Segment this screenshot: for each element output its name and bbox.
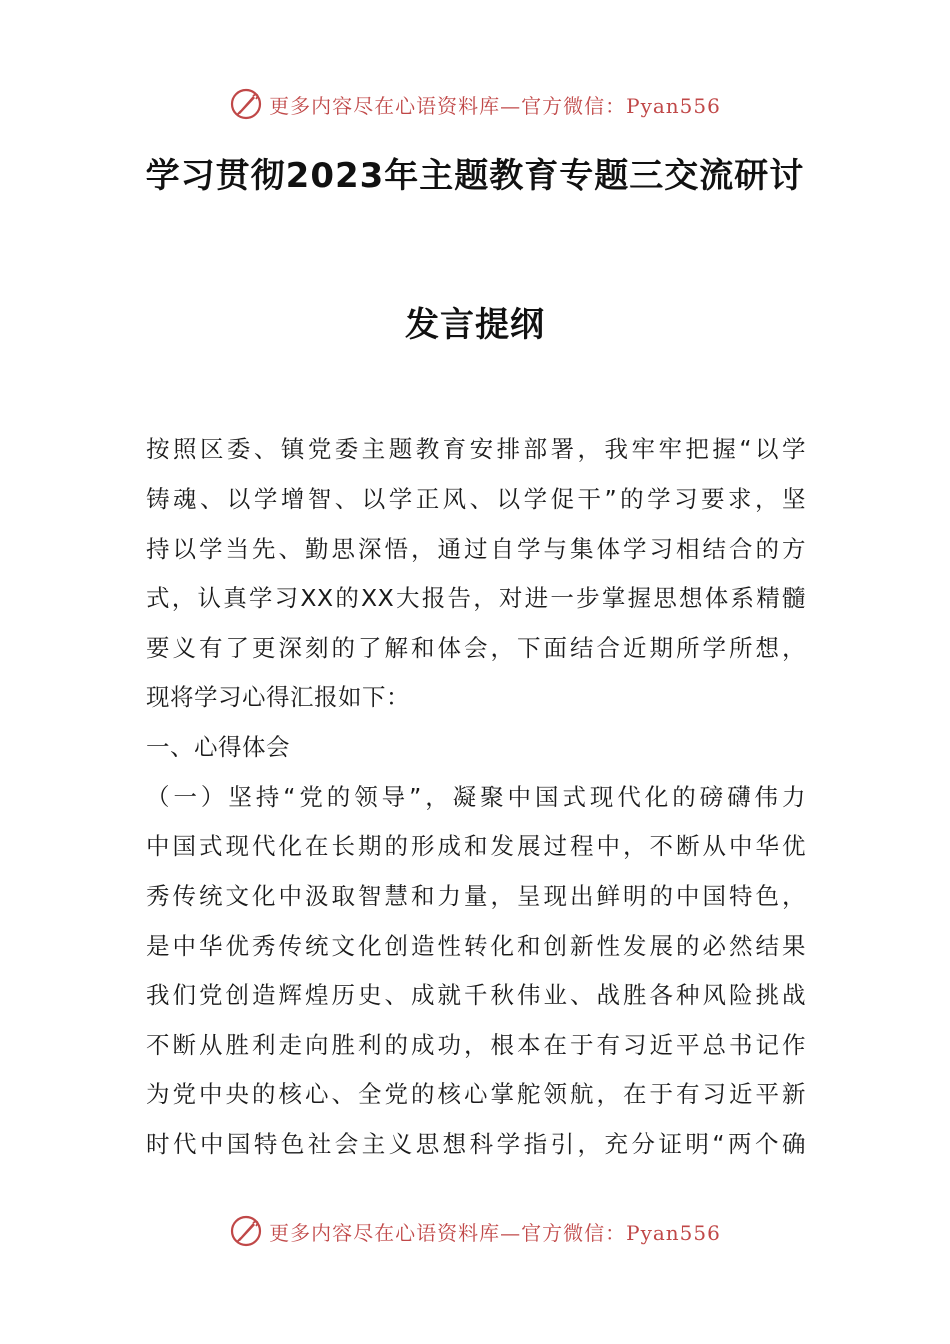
quill-logo-icon: [229, 1214, 263, 1248]
banner-text: 更多内容尽在心语资料库—官方微信：Pyan556: [269, 1220, 721, 1245]
body-line: 铸魂、以学增智、以学正风、以学促干”的学习要求，坚: [146, 485, 806, 513]
body-line: 秀传统文化中汲取智慧和力量，呈现出鲜明的中国特色，: [146, 882, 806, 910]
body-line: 中国式现代化在长期的形成和发展过程中，不断从中华优: [146, 832, 806, 860]
body-line: 式，认真学习XX的XX大报告，对进一步掌握思想体系精髓: [146, 584, 806, 612]
document-title-line1: 学习贯彻2023年主题教育专题三交流研讨: [145, 156, 805, 196]
body-line: 为党中央的核心、全党的核心掌舵领航，在于有习近平新: [146, 1080, 806, 1108]
quill-logo-icon: [229, 87, 263, 121]
banner-text: 更多内容尽在心语资料库—官方微信：Pyan556: [269, 93, 721, 118]
body-line: 持以学当先、勤思深悟，通过自学与集体学习相结合的方: [146, 535, 806, 563]
body-line: 我们党创造辉煌历史、成就千秋伟业、战胜各种风险挑战: [146, 981, 806, 1009]
body-line: 是中华优秀传统文化创造性转化和创新性发展的必然结果: [146, 932, 806, 960]
document-title-line2: 发言提纲: [405, 305, 545, 345]
header-banner: [0, 84, 950, 124]
body-line: 按照区委、镇党委主题教育安排部署，我牢牢把握“以学: [146, 435, 806, 463]
section-heading: 一、心得体会: [146, 733, 290, 761]
footer-banner: [0, 1211, 950, 1251]
body-line: 不断从胜利走向胜利的成功，根本在于有习近平总书记作: [146, 1031, 806, 1059]
body-line: 时代中国特色社会主义思想科学指引，充分证明“两个确: [146, 1130, 806, 1158]
body-line: 要义有了更深刻的了解和体会，下面结合近期所学所想，: [146, 634, 806, 662]
subsection-heading: （一）坚持“党的领导”，凝聚中国式现代化的磅礴伟力: [146, 783, 806, 811]
body-line: 现将学习心得汇报如下：: [146, 683, 410, 711]
